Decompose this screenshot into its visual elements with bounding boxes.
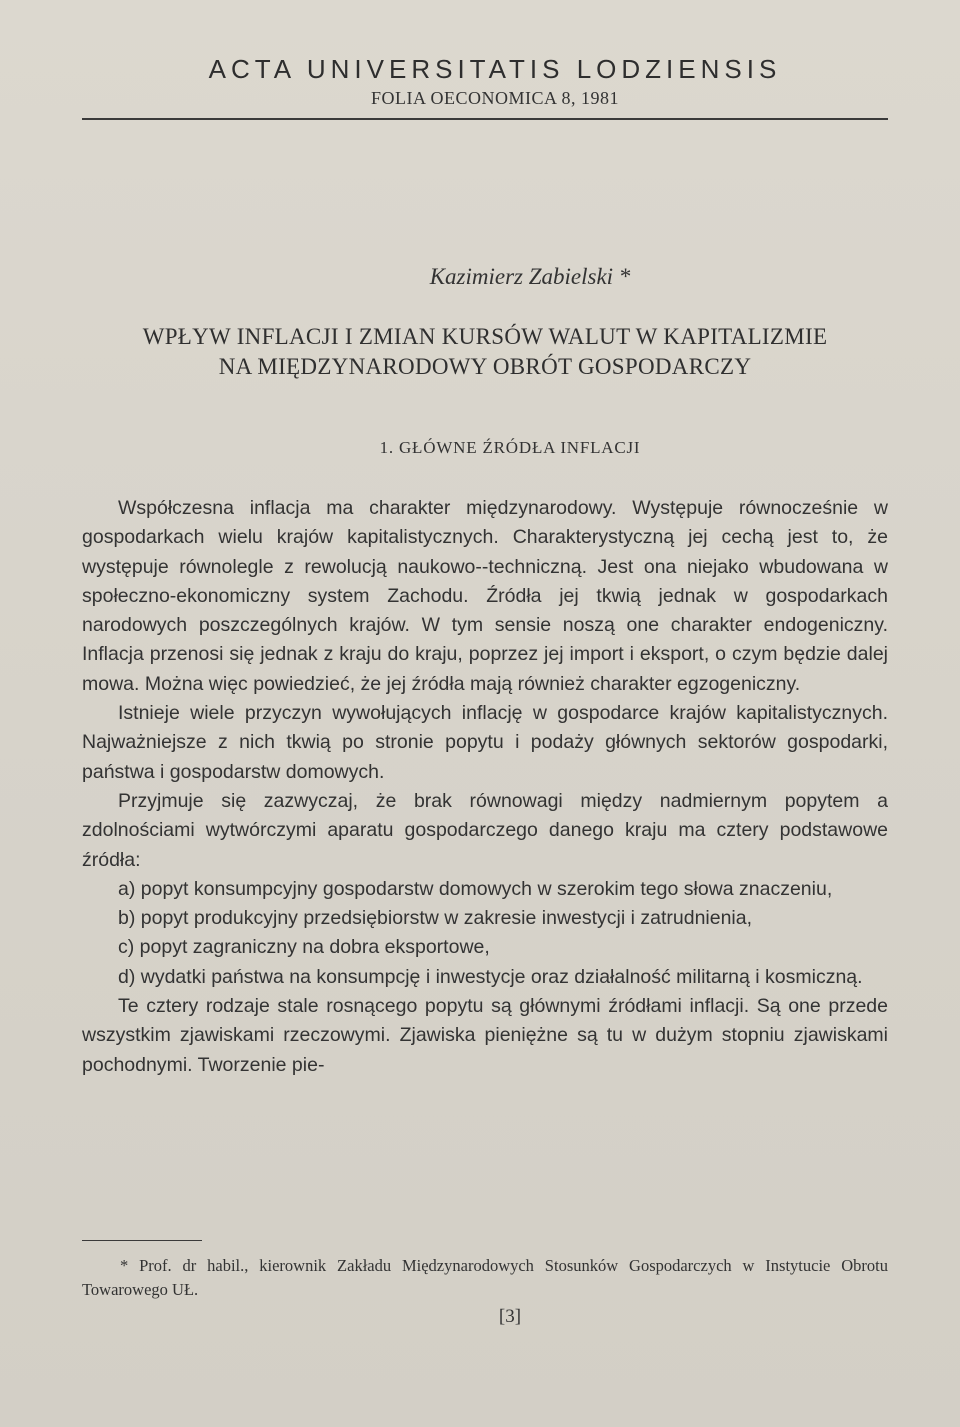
body-paragraph: Te cztery rodzaje stale rosnącego popytu są głównymi źródłami inflacji. Są one przede wszystkim zjawiskami rzeczowymi. Zjawiska pieniężne są tu w dużym stopniu zjawiskami pochodnymi. Tworzenie pie- — [82, 995, 888, 1076]
article-title-line: WPŁYW INFLACJI I ZMIAN KURSÓW WALUT W KAPITALIZMIE — [142, 324, 828, 349]
list-item: d) wydatki państwa na konsumpcję i inwestycje oraz działalność militarną i kosmiczną. — [118, 965, 863, 988]
footnote-rule — [82, 1240, 202, 1241]
page-number: [3] — [498, 1306, 522, 1327]
body-paragraph: Istnieje wiele przyczyn wywołujących inflację w gospodarce krajów kapitalistycznych. Najważniejsze z nich tkwią po stronie popytu i podaży głównych sektorów gospodarki, państwa i gospodarstw domowych. — [82, 702, 888, 783]
list-item: a) popyt konsumpcyjny gospodarstw domowych w szerokim tego słowa znaczeniu, — [118, 877, 833, 900]
section-heading: 1. GŁÓWNE ŹRÓDŁA INFLACJI — [379, 438, 641, 457]
body-text — [82, 494, 888, 1080]
list-item: b) popyt produkcyjny przedsiębiorstw w zakresie inwestycji i zatrudnienia, — [118, 907, 753, 930]
footnote: * Prof. dr habil., kierownik Zakładu Międzynarodowych Stosunków Gospodarczych w Instytucie Obrotu Towarowego UŁ. — [82, 1256, 888, 1299]
body-paragraph: Współczesna inflacja ma charakter międzynarodowy. Występuje równocześnie w gospodarkach wielu krajów kapitalistycznych. Charakterystyczną jej cechą jest to, że występuje równolegle z rewolucją naukowo--techniczną. Jest ona niejako wbudowana w społeczno-ekonomiczny system Zachodu. Źródła jej tkwią jednak w gospodarkach narodowych poszczególnych krajów. W tym sensie noszą one charakter endogeniczny. Inflacja przenosi się jednak z kraju do kraju, poprzez jej import i eksport, o czym będzie dalej mowa. Można więc powiedzieć, że jej źródła mają również charakter egzogeniczny. — [82, 497, 888, 695]
header-rule — [82, 118, 888, 120]
journal-title: ACTA UNIVERSITATIS LODZIENSIS — [208, 54, 782, 84]
article-title — [82, 322, 888, 382]
journal-series: FOLIA OECONOMICA 8, 1981 — [370, 88, 619, 108]
list-item: c) popyt zagraniczny na dobra eksportowe, — [118, 936, 490, 959]
body-paragraph: Przyjmuje się zazwyczaj, że brak równowagi między nadmiernym popytem a zdolnościami wytwórczymi aparatu gospodarczego danego kraju ma cztery podstawowe źródła: — [82, 789, 888, 871]
article-title-line: NA MIĘDZYNARODOWY OBRÓT GOSPODARCZY — [218, 354, 752, 379]
article-author: Kazimierz Zabielski * — [429, 264, 631, 289]
